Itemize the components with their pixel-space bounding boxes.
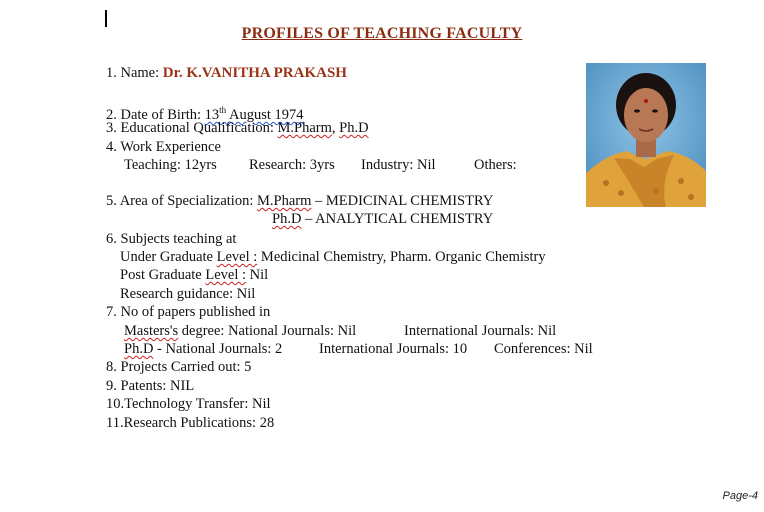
papers-masters-intl: International Journals: Nil bbox=[404, 323, 557, 339]
experience-heading: 4. Work Experience bbox=[106, 139, 221, 155]
faculty-photo bbox=[586, 63, 706, 207]
experience-others: Others: bbox=[474, 157, 517, 173]
papers-phd: Ph.D - National Journals: 2 bbox=[124, 341, 283, 357]
dob-line: 2. Date of Birth: 13th August 1974 bbox=[106, 105, 304, 123]
specialization-line-2: Ph.D – ANALYTICAL CHEMISTRY bbox=[272, 211, 494, 227]
projects-line: 8. Projects Carried out: 5 bbox=[106, 359, 252, 375]
publications-line: 11.Research Publications: 28 bbox=[106, 415, 275, 431]
page-number: Page-4 bbox=[722, 490, 758, 502]
patents-line: 9. Patents: NIL bbox=[106, 378, 195, 394]
portrait-image bbox=[586, 63, 706, 207]
papers-heading: 7. No of papers published in bbox=[106, 304, 271, 320]
faculty-name: Dr. K.VANITHA PRAKASH bbox=[162, 65, 347, 81]
experience-teaching: Teaching: 12yrs bbox=[124, 157, 217, 173]
subjects-research: Research guidance: Nil bbox=[120, 286, 256, 302]
page-title: PROFILES OF TEACHING FACULTY bbox=[241, 25, 523, 42]
qualification-line: 3. Educational Qualification: M.Pharm, Ph.D bbox=[106, 120, 369, 136]
technology-line: 10.Technology Transfer: Nil bbox=[106, 396, 271, 412]
papers-masters: Masters's degree: National Journals: Nil bbox=[124, 323, 357, 339]
subjects-heading: 6. Subjects teaching at bbox=[106, 231, 237, 247]
name-line: 1. Name: Dr. K.VANITHA PRAKASH bbox=[106, 65, 347, 81]
papers-phd-intl: International Journals: 10 bbox=[319, 341, 468, 357]
experience-research: Research: 3yrs bbox=[249, 157, 335, 173]
subjects-pg: Post Graduate Level : Nil bbox=[120, 267, 269, 283]
papers-phd-conf: Conferences: Nil bbox=[494, 341, 593, 357]
specialization-line: 5. Area of Specialization: M.Pharm – MEDICINAL CHEMISTRY bbox=[106, 193, 494, 209]
subjects-ug: Under Graduate Level : Medicinal Chemistry, Pharm. Organic Chemistry bbox=[120, 249, 546, 265]
experience-industry: Industry: Nil bbox=[361, 157, 436, 173]
